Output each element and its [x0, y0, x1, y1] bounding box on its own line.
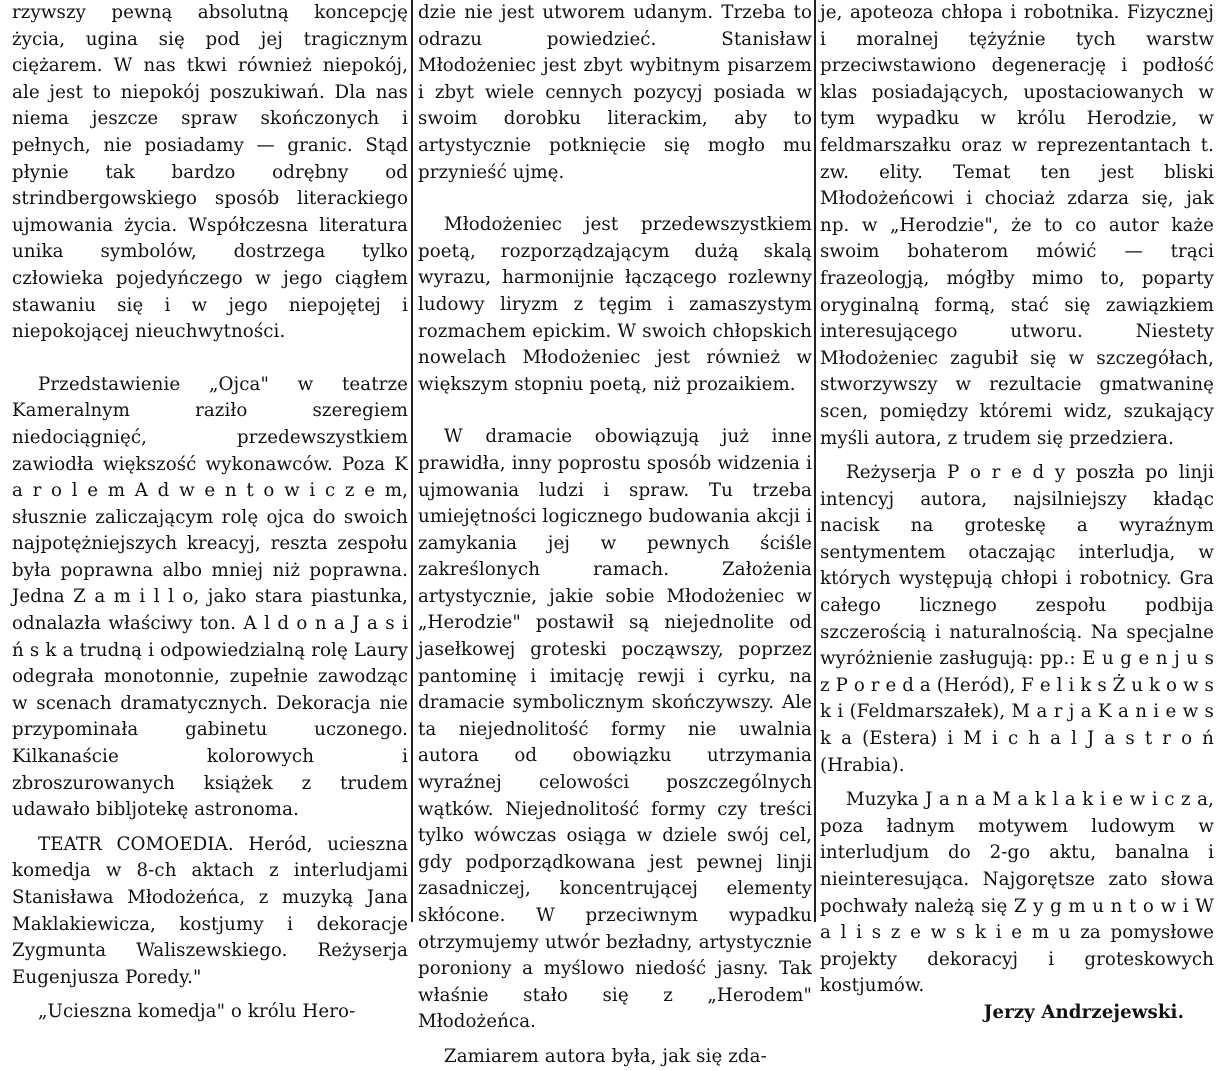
column-divider-2: [814, 0, 816, 922]
column2-paragraph-1: dzie nie jest utworem udanym. Trzeba to odrazu powiedzieć. Stanisław Młodożeniec jest zbyt wybitnym pisarzem i zbyt wiele cennych pozycyj posiada w swoim dorobku literackim, aby to artystycznie potknięcie się mogło mu przynieść ujmę.: [418, 2, 812, 183]
column3-paragraph-3: Muzyka J a n a M a k l a k i e w i c z a, poza ładnym motywem ludowym w interludjum do 2-go aktu, banalna i nieinteresująca. Najgorętsze zato słowa pochwały należą się Z y g m u n t o w i W a l i s z e w s k i e m u za pomysłowe projekty dekoracyj i groteskowych kostjumów.: [820, 789, 1214, 997]
column3-paragraph-1: je, apoteoza chłopa i robotnika. Fizycznej i moralnej tężyźnie tych warstw przeciwstawiono degenerację i podłość klas posiadających, upostaciowanych w tym wypadku w królu Herodzie, w feldmarszałku oraz w reprezentantach t. zw. elity. Temat ten jest bliski Młodożeńcowi i chociaż zdarza się, jak np. w „Herodzie", że to co autor każe swoim bohaterom mówić — trąci frazeologją, mógłby mimo to, poparty oryginalną formą, stać się zawiązkiem interesującego utworu. Niestety Młodożeniec zagubił się w szczegółach, stworzywszy w rezultacie gmatwaninę scen, pomiędzy któremi widz, szukający myśli autora, z trudem się przedziera.: [820, 2, 1214, 449]
column-divider-1: [411, 0, 413, 922]
article-column-1: [12, 0, 408, 1023]
author-signature: Jerzy Andrzejewski.: [983, 1001, 1184, 1023]
column2-paragraph-3: W dramacie obowiązują już inne prawidła, inny poprostu sposób widzenia i ujmowania ludzi i spraw. Tu trzeba umiejętności logicznego budowania akcji i zamykania jej w pewnych ściśle zakreślonych ramach. Założenia artystycznie, jakie sobie Młodożeniec w „Herodzie" postawił są niejednolite od jasełkowej groteski począwszy, poprzez pantominę i imitację rewji i cyrku, na dramacie symbolicznym skończywszy. Ale ta niejednolitość formy nie uwalnia autora od obowiązku utrzymania wyraźnej celowości poszczególnych wątków. Niejednolitość formy czy treści tylko wówczas osiąga w dziele swój cel, gdy podporządkowana jest pewnej linji zasadniczej, koncentrującej elementy skłócone. W przeciwnym wypadku otrzymujemy utwór bezładny, artystycznie poroniony a myślowo niedość jasny. Tak właśnie stało się z „Herodem" Młodożeńca.: [418, 426, 812, 1033]
column2-paragraph-4: Zamiarem autora była, jak się zda-: [444, 1045, 767, 1067]
column1-paragraph-2: Przedstawienie „Ojca" w teatrze Kameralnym raziło szeregiem niedociągnięć, przedewszystkiem zawiodła większość wykonawców. Poza K a r o l e m A d w e n t o w i c z e m, słusznie zaliczającym rolę ojca do swoich najpotężniejszych kreacyj, reszta zespołu była poprawna albo mniej niż poprawna. Jedna Z a m i l l o, jako stara piastunka, odnalazła właściwy ton. A l d o n a J a s i ń s k a trudną i odpowiedzialną rolę Laury odegrała monotonnie, zupełnie zawodząc w scenach dramatycznych. Dekoracja nie przypominała gabinetu uczonego. Kilkanaście kolorowych i zbroszurowanych książek z trudem udawało bibljotekę astronoma.: [12, 373, 408, 821]
column3-paragraph-2: Reżyserja P o r e d y poszła po linji intencyj autora, najsilniejszy kładąc nacisk na groteskę a wyraźnym sentymentem otaczając interludja, w których występują chłopi i robotnicy. Gra całego licznego zespołu podbija szczerością i naturalnością. Na specjalne wyróżnienie zasługują: pp.: E u g e n j u s z P o r e d a (Heród), F e l i k s Ż u k o w s k i (Feldmarszałek), M a r j a K a n i e w s k a (Estera) i M i c h a l J a s t r o ń (Hrabia).: [820, 462, 1214, 776]
column1-paragraph-3: TEATR COMOEDIA. Heród, ucieszna komedja w 8-ch aktach z interludjami Stanisława Młodożeńca, z muzyką Jana Maklakiewicza, kostjumy i dekoracje Zygmunta Waliszewskiego. Reżyserja Eugenjusza Poredy.": [12, 833, 408, 988]
column1-paragraph-4: „Ucieszna komedja" o królu Hero-: [38, 1001, 356, 1023]
column1-paragraph-1: rzywszy pewną absolutną koncepcję życia, ugina się pod jej tragicznym ciężarem. W nas tkwi również niepokój, ale jest to niepokój poszukiwań. Dla nas niema jeszcze spraw skończonych i pełnych, nie posiadamy — granic. Stąd płynie tak bardzo odrębny od strindbergowskiego sposób literackiego ujmowania życia. Współczesna literatura unika symbolów, dostrzega tylko człowieka pojedyńczego w jego ciągłem stawaniu się i w jego niepojętej i niepokojącej nieuchwytności.: [12, 2, 408, 343]
article-column-2: [418, 0, 812, 1067]
article-column-3: [820, 0, 1214, 1023]
column2-paragraph-2: Młodożeniec jest przedewszystkiem poetą, rozporządzającym dużą skalą wyrazu, harmonijnie łączącego rozlewny ludowy liryzm z tęgim i zamaszystym rozmachem epickim. W swoich chłopskich nowelach Młodożeniec jest również w większym stopniu poetą, niż prozaikiem.: [418, 214, 812, 395]
